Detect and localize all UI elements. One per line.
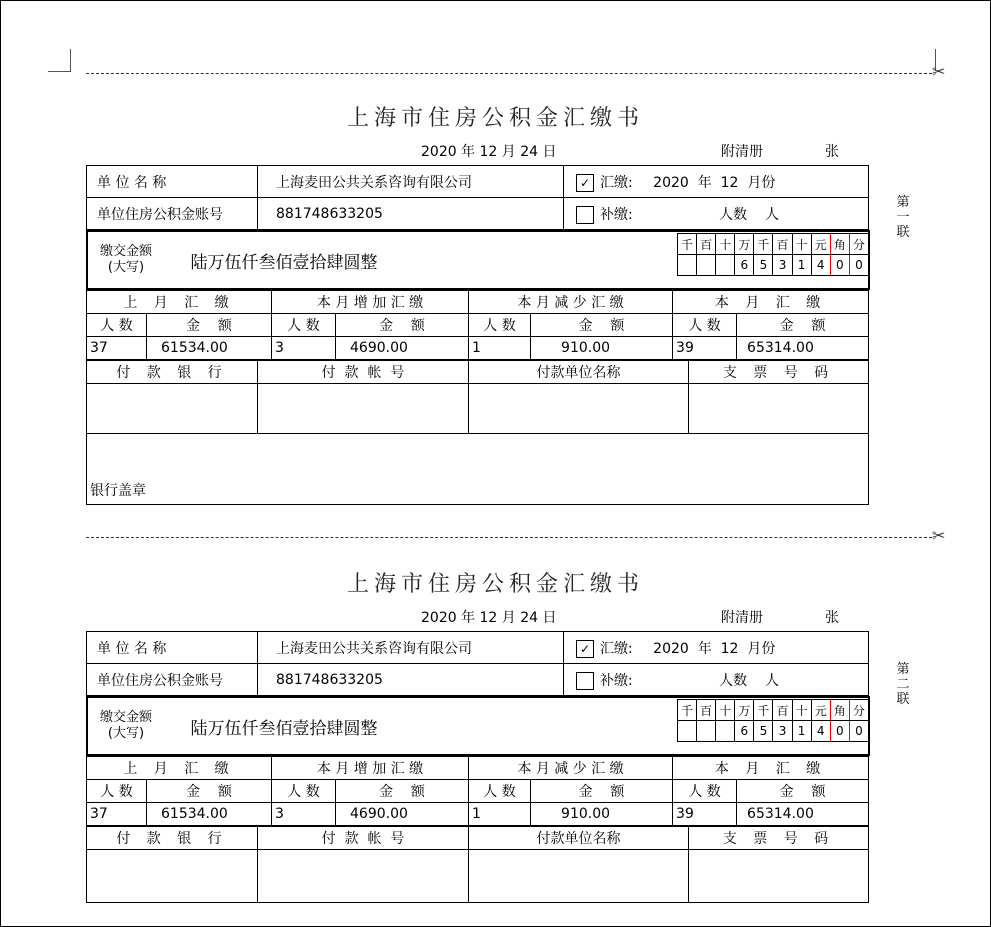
account-header: 付 款 帐 号	[258, 361, 469, 384]
copy-number: 第 一 联	[896, 195, 910, 240]
table-row: 37 61534.00 3 4690.00 1 910.00 39 65314.00	[87, 337, 869, 360]
date-line: 2020 年 12 月 24 日	[421, 144, 557, 160]
account-value: 881748633205	[258, 664, 564, 696]
cheque-header: 支 票 号 码	[689, 361, 869, 384]
account-value: 881748633205	[258, 198, 564, 230]
pay-label: 汇缴:	[600, 174, 633, 191]
copy-number: 第 二 联	[896, 662, 910, 707]
supp-checkbox[interactable]	[576, 206, 594, 224]
group-last-month: 上 月 汇 缴	[87, 757, 272, 780]
scissors-icon: ✂	[932, 62, 946, 81]
pay-period: 2020 年 12 月份	[653, 174, 776, 191]
payer-header: 付款单位名称	[469, 361, 689, 384]
unit-name-label: 单 位 名 称	[87, 632, 258, 664]
amount-words: 陆万伍仟叁佰壹拾肆圆整	[190, 718, 378, 739]
form-table: 单 位 名 称 上海麦田公共关系咨询有限公司 ✓ 汇缴: 2020 年 12 月份 单位住房公积金账号 881748633205 补缴: 人数 人 缴交金额 (大写) 陆万伍仟叁佰壹拾肆圆整 千 百 十 万 千 百 十 元 角 分 6 5 3 1 4 0 0 上 月 汇 缴 本 月 增 加 汇 缴 本 月 减 少 汇 缴 本 月 汇 缴 人 数 金 额 人 数 金 额 人 数 金 额 人 数 金 额 37 61534.00 3 4690.00 1 910.00 39 65314.00 付 款 银 行 付 款 帐 号 付款单位名称 支 票 号 码	[86, 631, 868, 903]
amount-digits: 千 百 十 万 千 百 十 元 角 分 6 5 3 1 4 0 0	[677, 231, 869, 289]
form-title: 上海市住房公积金汇缴书	[346, 106, 644, 131]
cut-line-top	[86, 73, 932, 74]
group-increase: 本 月 增 加 汇 缴	[272, 291, 469, 314]
supp-checkbox[interactable]	[576, 672, 594, 690]
supp-people: 人数 人	[719, 206, 779, 223]
group-this-month: 本 月 汇 缴	[673, 757, 869, 780]
amount-cell: 缴交金额 (大写) 陆万伍仟叁佰壹拾肆圆整	[100, 710, 378, 741]
pay-checkbox[interactable]: ✓	[576, 174, 594, 192]
pay-label: 汇缴:	[600, 640, 633, 657]
attach-label: 附清册	[721, 144, 763, 160]
unit-name-value: 上海麦田公共关系咨询有限公司	[258, 632, 564, 664]
attach-unit: 张	[825, 144, 839, 160]
group-decrease: 本 月 减 少 汇 缴	[469, 757, 673, 780]
amount-digits: 千 百 十 万 千 百 十 元 角 分 6 5 3 1 4 0 0	[677, 697, 869, 755]
amount-label: 缴交金额	[100, 244, 153, 259]
pay-checkbox[interactable]: ✓	[576, 640, 594, 658]
pay-cell	[564, 632, 869, 664]
unit-name-value: 上海麦田公共关系咨询有限公司	[258, 166, 564, 198]
date-line: 2020 年 12 月 24 日	[421, 610, 557, 626]
table-row: 37 61534.00 3 4690.00 1 910.00 39 65314.00	[87, 803, 869, 826]
pay-period: 2020 年 12 月份	[653, 640, 776, 657]
group-this-month: 本 月 汇 缴	[673, 291, 869, 314]
amount-cell: 缴交金额 (大写) 陆万伍仟叁佰壹拾肆圆整	[100, 244, 378, 275]
account-header: 付 款 帐 号	[258, 827, 469, 850]
cheque-header: 支 票 号 码	[689, 827, 869, 850]
amount-label: 缴交金额	[100, 710, 153, 725]
attach-label: 附清册	[721, 610, 763, 626]
supp-cell	[564, 198, 869, 230]
crop-mark-left	[48, 49, 71, 72]
account-label: 单位住房公积金账号	[87, 664, 258, 696]
supp-people: 人数 人	[719, 672, 779, 689]
group-last-month: 上 月 汇 缴	[87, 291, 272, 314]
attach-unit: 张	[825, 610, 839, 626]
bank-seal: 银行盖章	[87, 434, 869, 505]
scissors-icon: ✂	[932, 526, 946, 545]
group-increase: 本 月 增 加 汇 缴	[272, 757, 469, 780]
cut-line-middle	[86, 537, 932, 538]
account-label: 单位住房公积金账号	[87, 198, 258, 230]
unit-name-label: 单 位 名 称	[87, 166, 258, 198]
form-title: 上海市住房公积金汇缴书	[346, 572, 644, 597]
supp-label: 补缴:	[600, 672, 633, 689]
bank-header: 付 款 银 行	[87, 361, 258, 384]
form-table: 单 位 名 称 上海麦田公共关系咨询有限公司 ✓ 汇缴: 2020 年 12 月份 单位住房公积金账号 881748633205 补缴: 人数 人 缴交金额 (大写) 陆万伍仟叁佰壹拾肆圆整 千 百 十 万 千 百 十 元 角 分 6 5 3 1 4 0 0 上 月 汇 缴 本 月 增 加 汇 缴 本 月 减 少 汇 缴 本 月 汇 缴 人 数 金 额 人 数 金 额 人 数 金 额 人 数 金 额 37 61534.00 3 4690.00 1 910.00 39 65314.00 付 款 银 行 付 款 帐 号 付款单位名称 支 票 号 码 银行盖章	[86, 165, 868, 505]
supp-label: 补缴:	[600, 206, 633, 223]
payer-header: 付款单位名称	[469, 827, 689, 850]
pay-cell	[564, 166, 869, 198]
supp-cell	[564, 664, 869, 696]
amount-words: 陆万伍仟叁佰壹拾肆圆整	[190, 252, 378, 273]
bank-header: 付 款 银 行	[87, 827, 258, 850]
group-decrease: 本 月 减 少 汇 缴	[469, 291, 673, 314]
